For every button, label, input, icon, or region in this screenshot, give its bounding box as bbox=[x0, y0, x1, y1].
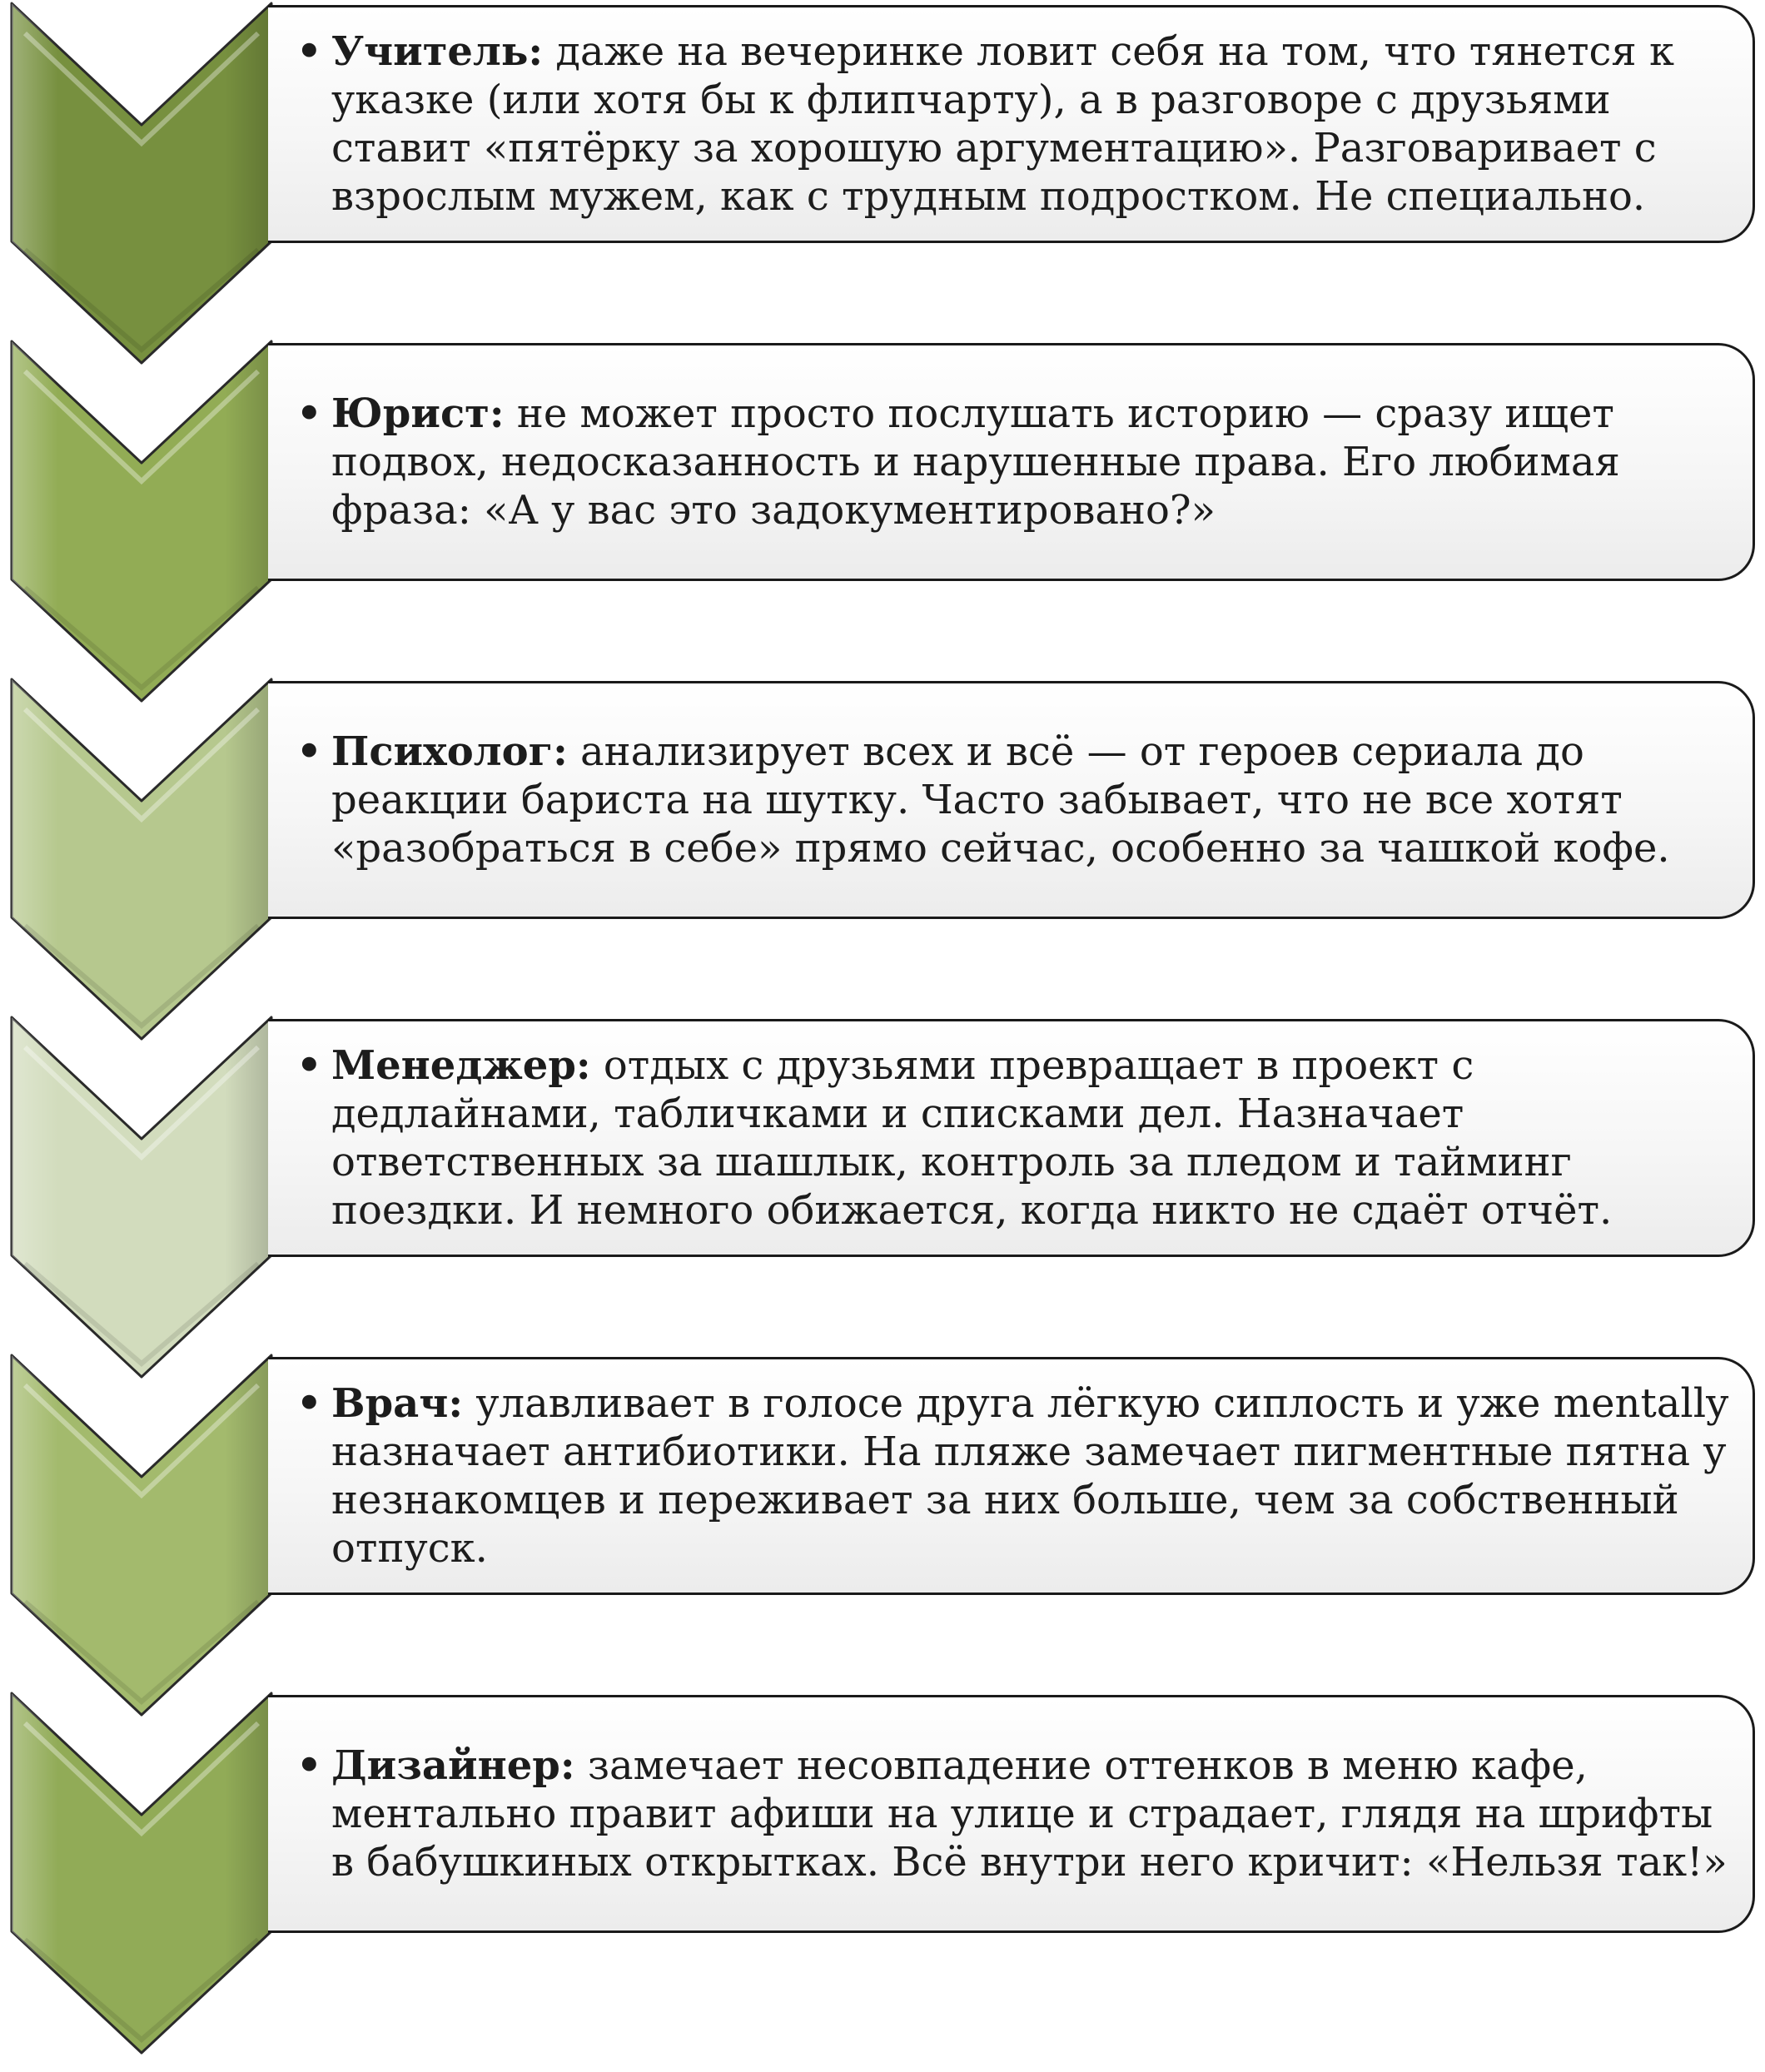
step-bullet-list bbox=[268, 1379, 1753, 1573]
step-item bbox=[0, 0, 1765, 350]
step-description: не может просто послушать историю — сразу ищет подвох, недосказанность и нарушенные права. Его любимая фраза: «А у вас это задокументировано?» bbox=[331, 390, 1620, 534]
step-text-box bbox=[268, 1695, 1755, 1933]
step-text-box bbox=[268, 5, 1755, 243]
step-bullet-item bbox=[296, 27, 1733, 221]
step-item bbox=[0, 1352, 1765, 1702]
step-bullet-list bbox=[268, 390, 1753, 534]
step-text-box bbox=[268, 1357, 1755, 1595]
bullet-icon: • bbox=[296, 1042, 322, 1089]
bullet-icon: • bbox=[296, 390, 322, 437]
step-item bbox=[0, 338, 1765, 688]
step-term: Юрист: bbox=[331, 390, 505, 437]
chevron-arrow-icon bbox=[0, 1690, 283, 2040]
step-bullet-item bbox=[296, 1041, 1733, 1235]
bullet-icon: • bbox=[296, 728, 322, 775]
step-text-box bbox=[268, 343, 1755, 581]
chevron-arrow-icon bbox=[0, 676, 283, 1026]
step-bullet-list bbox=[268, 728, 1753, 872]
bullet-icon: • bbox=[296, 28, 322, 75]
step-bullet-item bbox=[296, 390, 1733, 534]
chevron-arrow-icon bbox=[0, 338, 283, 688]
bullet-icon: • bbox=[296, 1742, 322, 1789]
step-bullet-list bbox=[268, 1041, 1753, 1235]
step-term: Дизайнер: bbox=[331, 1742, 575, 1789]
step-bullet-list bbox=[268, 27, 1753, 221]
step-bullet-item bbox=[296, 1742, 1733, 1886]
step-description: анализирует всех и всё — от героев сериала до реакции бариста на шутку. Часто забывает, что не все хотят «разобраться в себе» прямо сейчас, особенно за чашкой кофе. bbox=[331, 728, 1670, 872]
step-description: даже на вечеринке ловит себя на том, что тянется к указке (или хотя бы к флипчарту), а в разговоре с друзьями ставит «пятёрку за хорошую аргументацию». Разговаривает с взрослым мужем, как с трудным подростком. Не специально. bbox=[331, 28, 1674, 220]
chevron-arrow-icon bbox=[0, 0, 283, 350]
step-description: улавливает в голосе друга лёгкую сиплость и уже mentally назначает антибиотики. На пляже замечает пигментные пятна у незнакомцев и переживает за них больше, чем за собственный отпуск. bbox=[331, 1380, 1729, 1572]
step-term: Менеджер: bbox=[331, 1042, 591, 1089]
bullet-icon: • bbox=[296, 1380, 322, 1427]
step-bullet-list bbox=[268, 1742, 1753, 1886]
chevron-arrow-icon bbox=[0, 1014, 283, 1364]
step-item bbox=[0, 1690, 1765, 2040]
step-description: отдых с друзьями превращает в проект с дедлайнами, табличками и списками дел. Назначает ответственных за шашлык, контроль за пледом и тайминг поездки. И немного обижается, когда никто не сдаёт отчёт. bbox=[331, 1042, 1613, 1234]
step-term: Учитель: bbox=[331, 28, 544, 75]
step-bullet-item bbox=[296, 1379, 1733, 1573]
chevron-arrow-icon bbox=[0, 1352, 283, 1702]
step-text-box bbox=[268, 1019, 1755, 1257]
step-term: Врач: bbox=[331, 1380, 464, 1427]
step-term: Психолог: bbox=[331, 728, 568, 775]
step-description: замечает несовпадение оттенков в меню кафе, ментально правит афиши на улице и страдает, глядя на шрифты в бабушкиных открытках. Всё внутри него кричит: «Нельзя так!» bbox=[331, 1742, 1728, 1886]
step-text-box bbox=[268, 681, 1755, 919]
step-item bbox=[0, 1014, 1765, 1364]
step-item bbox=[0, 676, 1765, 1026]
step-bullet-item bbox=[296, 728, 1733, 872]
